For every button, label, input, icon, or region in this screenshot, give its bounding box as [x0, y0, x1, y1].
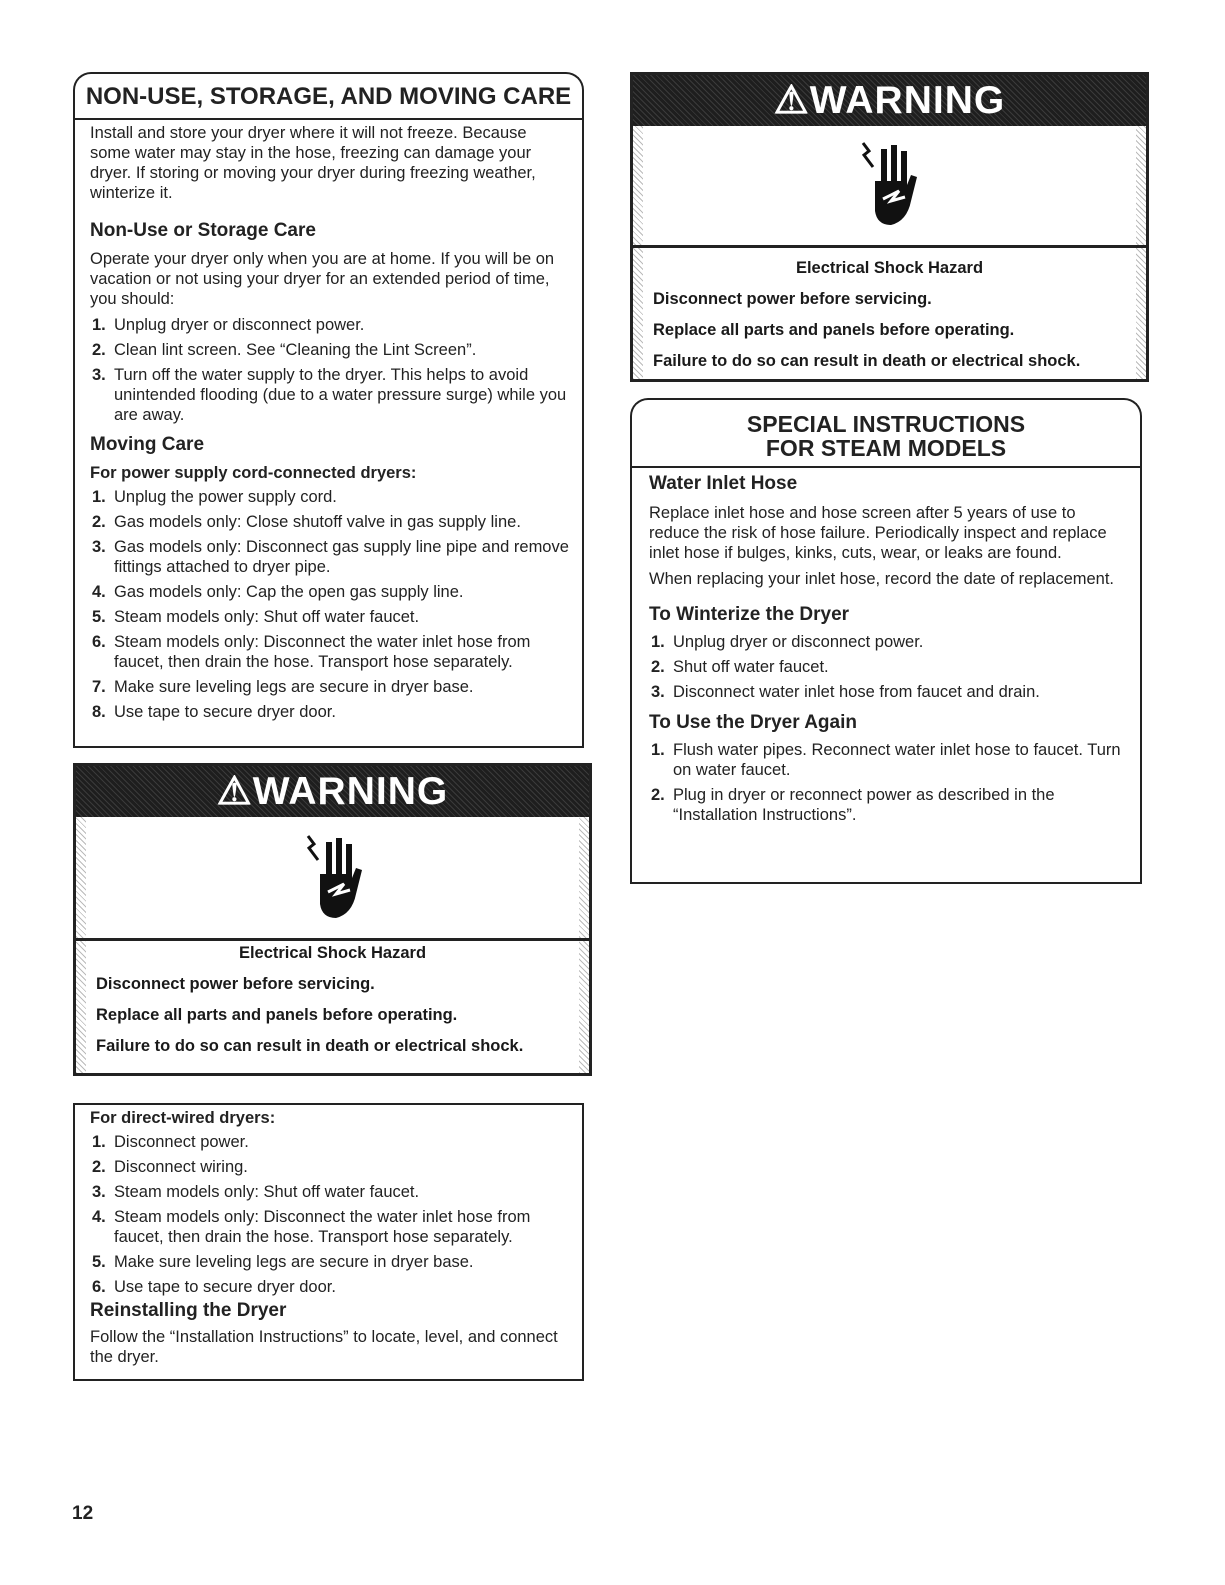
storage-care-heading: Non-Use or Storage Care	[90, 220, 316, 241]
cord-connected-steps	[90, 487, 570, 722]
list-item: 4. Gas models only: Cap the open gas supply line.	[92, 583, 464, 601]
warning-line-3: Failure to do so can result in death or electrical shock.	[653, 352, 1081, 370]
steam-title-line-2: FOR STEAM MODELS	[765, 435, 1007, 461]
warning-header	[633, 75, 1146, 126]
list-item: 1. Unplug dryer or disconnect power.	[92, 316, 365, 334]
water-inlet-hose-text-2: When replacing your inlet hose, record the date of replacement.	[649, 570, 1115, 588]
warning-box-left	[73, 763, 592, 1076]
steam-section-title-tab	[630, 398, 1142, 468]
list-item: 1. Disconnect power.	[92, 1133, 249, 1151]
list-item: 2. Shut off water faucet.	[651, 658, 829, 676]
page-number: 12	[72, 1503, 94, 1524]
non-use-intro: Install and store your dryer where it will not freeze. Because some water may stay in the hose, freezing can damage your dryer. If storing or moving your dryer during freezing weather, winterize it.	[90, 124, 536, 202]
direct-wired-steps	[90, 1132, 570, 1297]
storage-steps	[90, 315, 570, 425]
warning-line-1: Disconnect power before servicing.	[96, 975, 375, 993]
list-item: 5. Make sure leveling legs are secure in dryer base.	[92, 1253, 474, 1271]
warning-header	[76, 766, 589, 817]
list-item: 2. Disconnect wiring.	[92, 1158, 248, 1176]
steam-section	[630, 466, 1142, 884]
list-item: 6. Steam models only: Disconnect the water inlet hose from faucet, then drain the hose. Transport hose separately.	[92, 633, 531, 671]
list-item: 3. Gas models only: Disconnect gas supply line pipe and remove fittings attached to dryer pipe.	[92, 538, 569, 576]
list-item: 1. Flush water pipes. Reconnect water inlet hose to faucet. Turn on water faucet.	[651, 741, 1121, 779]
warning-hazard-title: Electrical Shock Hazard	[795, 259, 984, 277]
list-item: 2. Gas models only: Close shutoff valve in gas supply line.	[92, 513, 521, 531]
direct-wired-section	[73, 1103, 584, 1381]
electrical-shock-hand-icon	[859, 141, 921, 229]
list-item: 1. Unplug dryer or disconnect power.	[651, 633, 924, 651]
direct-wired-heading: For direct-wired dryers:	[90, 1109, 276, 1127]
list-item: 7. Make sure leveling legs are secure in dryer base.	[92, 678, 474, 696]
list-item: 8. Use tape to secure dryer door.	[92, 703, 336, 721]
warning-line-3: Failure to do so can result in death or electrical shock.	[96, 1037, 524, 1055]
storage-care-text: Operate your dryer only when you are at home. If you will be on vacation or not using your dryer for an extended period of time, you should:	[90, 250, 555, 308]
warning-hazard-title: Electrical Shock Hazard	[238, 944, 427, 962]
water-inlet-hose-heading: Water Inlet Hose	[649, 473, 798, 494]
list-item: 3. Turn off the water supply to the dryer. This helps to avoid unintended flooding (due to a water pressure surge) while you are away.	[92, 366, 567, 424]
moving-care-heading: Moving Care	[90, 434, 205, 455]
non-use-section-title: NON-USE, STORAGE, AND MOVING CARE	[85, 83, 572, 110]
warning-label: ⚠WARNING	[216, 770, 449, 813]
winterize-heading: To Winterize the Dryer	[649, 604, 850, 625]
warning-line-2: Replace all parts and panels before operating.	[653, 321, 1015, 339]
warning-box-right	[630, 72, 1149, 382]
use-again-steps	[649, 740, 1129, 825]
list-item: 3. Disconnect water inlet hose from faucet and drain.	[651, 683, 1040, 701]
list-item: 6. Use tape to secure dryer door.	[92, 1278, 336, 1296]
list-item: 2. Clean lint screen. See “Cleaning the Lint Screen”.	[92, 341, 477, 359]
reinstall-text: Follow the “Installation Instructions” to locate, level, and connect the dryer.	[90, 1328, 558, 1366]
warning-icon-area	[633, 126, 1146, 248]
cord-connected-heading: For power supply cord-connected dryers:	[90, 464, 417, 482]
list-item: 5. Steam models only: Shut off water faucet.	[92, 608, 420, 626]
warning-line-1: Disconnect power before servicing.	[653, 290, 932, 308]
winterize-steps	[649, 632, 1129, 702]
electrical-shock-hand-icon	[304, 834, 366, 922]
list-item: 1. Unplug the power supply cord.	[92, 488, 337, 506]
steam-title-line-1: SPECIAL INSTRUCTIONS	[746, 411, 1026, 437]
reinstall-heading: Reinstalling the Dryer	[90, 1300, 287, 1321]
warning-icon-area	[76, 817, 589, 941]
non-use-section-title-tab	[73, 72, 584, 120]
use-again-heading: To Use the Dryer Again	[649, 712, 857, 733]
list-item: 2. Plug in dryer or reconnect power as described in the “Installation Instructions”.	[651, 786, 1055, 824]
non-use-section	[73, 118, 584, 748]
warning-line-2: Replace all parts and panels before operating.	[96, 1006, 458, 1024]
water-inlet-hose-text-1: Replace inlet hose and hose screen after 5 years of use to reduce the risk of hose failure. Periodically inspect and replace inlet hose if bulges, kinks, cuts, wear, or leaks are found.	[649, 504, 1107, 562]
list-item: 3. Steam models only: Shut off water faucet.	[92, 1183, 420, 1201]
warning-label: ⚠WARNING	[773, 79, 1006, 122]
list-item: 4. Steam models only: Disconnect the water inlet hose from faucet, then drain the hose. Transport hose separately.	[92, 1208, 531, 1246]
